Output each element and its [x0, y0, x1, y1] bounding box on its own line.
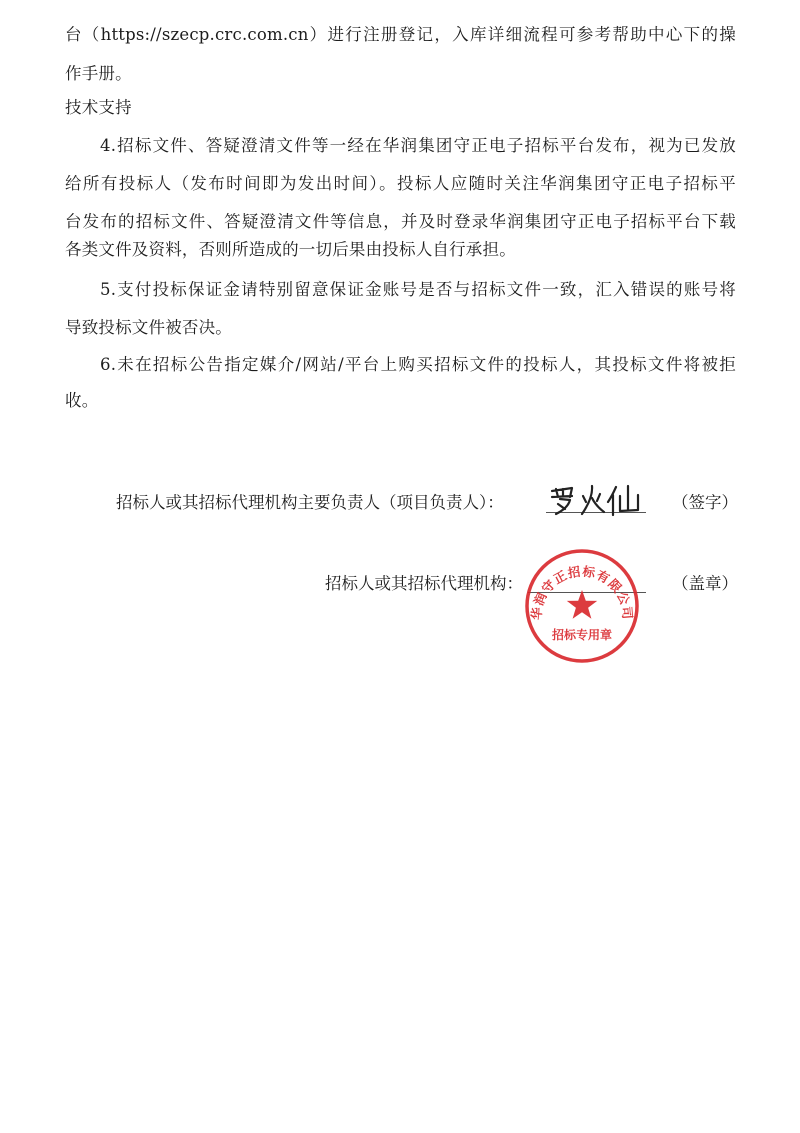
- official-seal: [523, 547, 641, 665]
- paragraph-intro-line-1: 台（https://szecp.crc.com.cn）进行注册登记，入库详细流程可参考帮助中心下的操: [65, 25, 736, 44]
- responsible-person-label: 招标人或其招标代理机构主要负责人（项目负责人）：: [116, 493, 504, 512]
- paragraph-6-line-2: 收。: [65, 391, 99, 410]
- paragraph-4-line-2: 给所有投标人（发布时间即为发出时间）。投标人应随时关注华润集团守正电子招标平: [65, 174, 736, 193]
- sign-note: （签字）: [672, 493, 738, 512]
- handwritten-signature: [548, 482, 644, 518]
- paragraph-4-line-4: 各类文件及资料，否则所造成的一切后果由投标人自行承担。: [65, 240, 516, 259]
- seal-company-name: 华润守正招标有限公司: [528, 563, 636, 621]
- paragraph-5-line-1: 5.支付投标保证金请特别留意保证金账号是否与招标文件一致，汇入错误的账号将: [100, 280, 736, 299]
- paragraph-4-line-3: 台发布的招标文件、答疑澄清文件等信息，并及时登录华润集团守正电子招标平台下载: [65, 212, 736, 231]
- agency-label: 招标人或其招标代理机构：: [325, 574, 523, 593]
- paragraph-intro-line-2: 作手册。: [65, 64, 132, 83]
- paragraph-4-line-1: 4.招标文件、答疑澄清文件等一经在华润集团守正电子招标平台发布，视为已发放: [100, 136, 736, 155]
- stamp-note: （盖章）: [672, 574, 738, 593]
- paragraph-6-line-1: 6.未在招标公告指定媒介/网站/平台上购买招标文件的投标人，其投标文件将被拒: [100, 355, 736, 374]
- seal-star-icon: [567, 590, 597, 619]
- seal-purpose: 招标专用章: [551, 628, 613, 642]
- tech-support-heading: 技术支持: [65, 98, 132, 117]
- paragraph-5-line-2: 导致投标文件被否决。: [65, 318, 232, 337]
